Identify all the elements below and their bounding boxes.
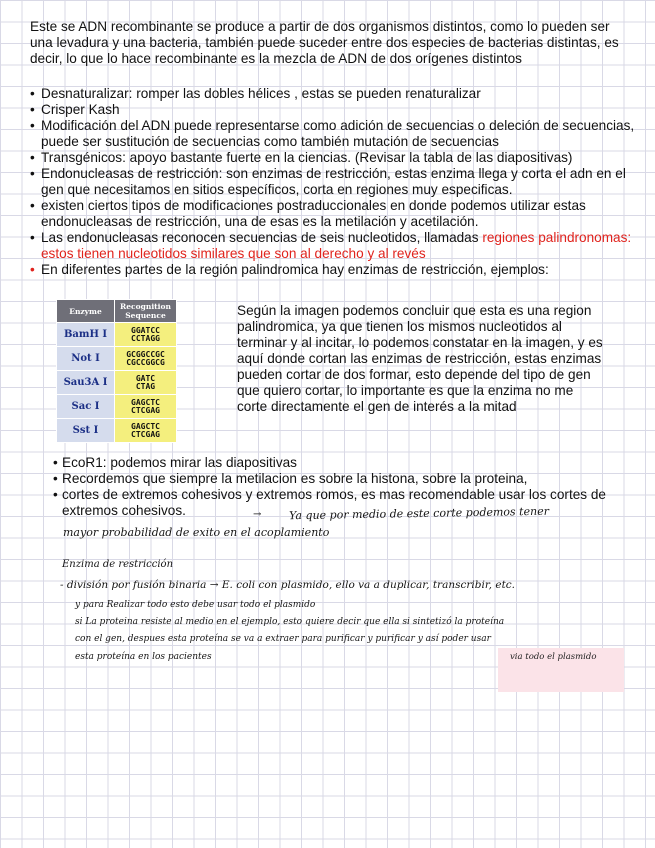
table-header-enzyme: Enzyme [57,300,115,323]
arrow-icon: → [253,509,262,520]
intro-paragraph: Este se ADN recombinante se produce a partir de dos organismos distintos, como lo pueden ser una levadura y una bacteria, también puede suceder entre dos especies de bacterias distintas, es decir, lo que lo hace recombinante es la mezcla de ADN de dos orígenes distintos [30,19,619,66]
sequence-bottom: CTCGAG [131,429,160,439]
sequence-top: GAGCTC [131,421,160,431]
list-item: • Transgénicos: apoyo bastante fuerte en la ciencias. (Revisar la tabla de las diapositivas) [30,150,635,166]
table-row [57,419,177,443]
list-item: • existen ciertos tipos de modificaciones postraduccionales en donde podemos utilizar estas endonucleasas de restricción, una de esas es la metilación y acetilación. [30,198,635,230]
enzyme-name: Not I [57,347,115,371]
recognition-sequence [115,347,177,371]
table-row [57,371,177,395]
sequence-bottom: CTAG [135,381,156,391]
handwritten-line: Ya que por medio de este corte podemos tener [288,504,550,523]
palindrome-prefix: Las endonucleasas reconocen secuencias de seis nucleotidos, llamadas [41,230,483,245]
sequence-top: GCGGCCGC [126,349,165,359]
enzyme-table [56,299,177,443]
handwritten-line: mayor probabilidad de exito en el acoplamiento [63,526,330,539]
enzyme-name: BamH I [57,323,115,347]
table-header-sequence: Recognition Sequence [115,300,177,323]
enzyme-name: Sac I [57,395,115,419]
sequence-top: GGATCC [131,325,160,335]
list-item: • Modificación del ADN puede representarse como adición de secuencias o deleción de secuencias, puede ser sustitución de secuencias como también mutación de secuencias [30,118,635,150]
sticky-note [498,648,624,692]
sequence-bottom: CCTAGG [131,333,160,343]
bullet-list [30,86,635,278]
recognition-sequence [115,371,177,395]
sequence-bottom: CGCCGGCG [126,357,165,367]
list-item: • Endonucleasas de restricción: son enzimas de restricción, estas enzima llega y corta el adn en el gen que necesitamos en sitios específicos, corta en regiones muy especificas. [30,166,635,198]
recognition-sequence [115,323,177,347]
enzyme-name: Sau3A I [57,371,115,395]
handwritten-line: y para Realizar todo esto debe usar todo el plasmido [75,600,316,610]
handwritten-line: esta proteína en los pacientes [75,652,212,662]
sequence-top: GATC [135,373,156,383]
list-item: • Crisper Kash [30,102,635,118]
handwritten-heading: Enzima de restricción [62,559,174,570]
list-item: • En diferentes partes de la región palindromica hay enzimas de restricción, ejemplos: [30,262,635,278]
handwritten-line: si La proteina resiste al medio en el ejemplo, esto quiere decir que ella si sintetizó la proteína [75,617,505,627]
handwritten-line: con el gen, despues esta proteína se va a extraer para purificar y purificar y así poder usar [75,634,491,644]
table-row [57,395,177,419]
palindrome-highlight: regiones palindronomas: estos tienen nucleotidos similares que son al derecho y al revés [41,230,632,261]
table-row [57,323,177,347]
enzyme-name: Sst I [57,419,115,443]
sequence-bottom: CTCGAG [131,405,160,415]
list-item: • Desnaturalizar: romper las dobles hélices , estas se pueden renaturalizar [30,86,635,102]
list-item: • Recordemos que siempre la metilacion es sobre la histona, sobre la proteina, [53,471,613,487]
sticky-note-text: via todo el plasmido [510,652,597,662]
table-explanation: Según la imagen podemos concluir que esta es una region palindromica, ya que tienen los mismos nucleotidos al terminar y al incitar, lo podemos constatar en la imagen, y es aquí donde cortan las enzimas de restricción, estas enzimas pueden cortar de dos formar, esto depende del tipo de gen que quiero cortar, lo importante es que la enzima no me corte directamente el gen de interés a la mitad [237,303,603,414]
sequence-top: GAGCTC [131,397,160,407]
handwritten-line: - división por fusión binaria → E. coli con plasmido, ello va a duplicar, transcribir, etc. [60,579,516,591]
table-row [57,347,177,371]
list-item: • EcoR1: podemos mirar las diapositivas [53,455,613,471]
recognition-sequence [115,419,177,443]
list-item-palindrome [30,230,635,262]
recognition-sequence [115,395,177,419]
list-item: • cortes de extremos cohesivos y extremos romos, es mas recomendable usar los cortes de extremos cohesivos. [53,487,613,519]
